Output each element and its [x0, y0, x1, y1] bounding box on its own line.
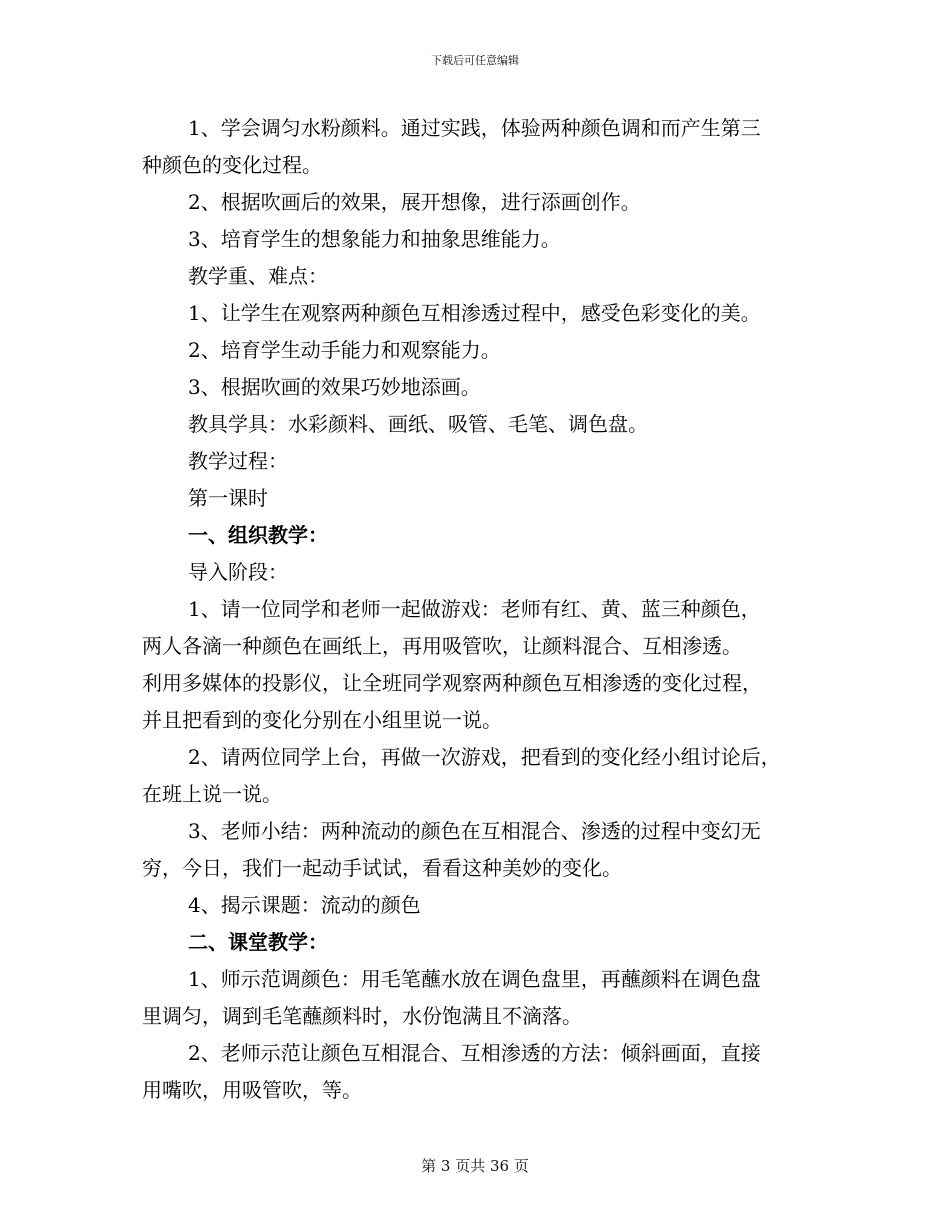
body-line: 3、培育学生的想象能力和抽象思维能力。	[188, 227, 561, 251]
section-label: 教学重、难点：	[188, 264, 328, 288]
page-number: 第 3 页共 36 页	[421, 1157, 529, 1175]
section-heading: 二、课堂教学：	[188, 930, 328, 954]
body-line: 两人各滴一种颜色在画纸上，再用吸管吹，让颜料混合、互相渗透。	[142, 634, 742, 658]
section-label: 教学过程：	[188, 449, 288, 473]
body-line: 用嘴吹，用吸管吹，等。	[142, 1078, 362, 1102]
body-line: 2、老师示范让颜色互相混合、互相渗透的方法：倾斜画面，直接	[188, 1041, 761, 1065]
lesson-label: 第一课时	[188, 486, 268, 510]
body-line: 1、让学生在观察两种颜色互相渗透过程中，感受色彩变化的美。	[188, 301, 761, 325]
page-header: 下载后可任意编辑	[431, 54, 519, 67]
body-line: 并且把看到的变化分别在小组里说一说。	[142, 708, 502, 732]
body-line: 利用多媒体的投影仪，让全班同学观察两种颜色互相渗透的变化过程，	[142, 671, 762, 695]
body-line: 3、根据吹画的效果巧妙地添画。	[188, 375, 481, 399]
document-body	[142, 110, 816, 1109]
body-line: 穷，今日，我们一起动手试试，看看这种美妙的变化。	[142, 856, 622, 880]
body-line: 1、学会调匀水粉颜料。通过实践，体验两种颜色调和而产生第三	[188, 116, 761, 140]
body-line: 4、揭示课题：流动的颜色	[188, 893, 421, 917]
body-line: 1、请一位同学和老师一起做游戏：老师有红、黄、蓝三种颜色，	[188, 597, 761, 621]
section-label: 导入阶段：	[188, 560, 288, 584]
body-line: 2、培育学生动手能力和观察能力。	[188, 338, 501, 362]
body-line: 种颜色的变化过程。	[142, 153, 322, 177]
section-heading: 一、组织教学：	[188, 523, 328, 547]
section-label: 教具学具：水彩颜料、画纸、吸管、毛笔、调色盘。	[188, 412, 648, 436]
body-line: 1、师示范调颜色：用毛笔蘸水放在调色盘里，再蘸颜料在调色盘	[188, 967, 761, 991]
body-line: 在班上说一说。	[142, 782, 282, 806]
body-line: 里调匀，调到毛笔蘸颜料时，水份饱满且不滴落。	[142, 1004, 582, 1028]
body-line: 2、根据吹画后的效果，展开想像，进行添画创作。	[188, 190, 641, 214]
body-line: 2、请两位同学上台，再做一次游戏，把看到的变化经小组讨论后，	[188, 745, 781, 769]
body-line: 3、老师小结：两种流动的颜色在互相混合、渗透的过程中变幻无	[188, 819, 761, 843]
